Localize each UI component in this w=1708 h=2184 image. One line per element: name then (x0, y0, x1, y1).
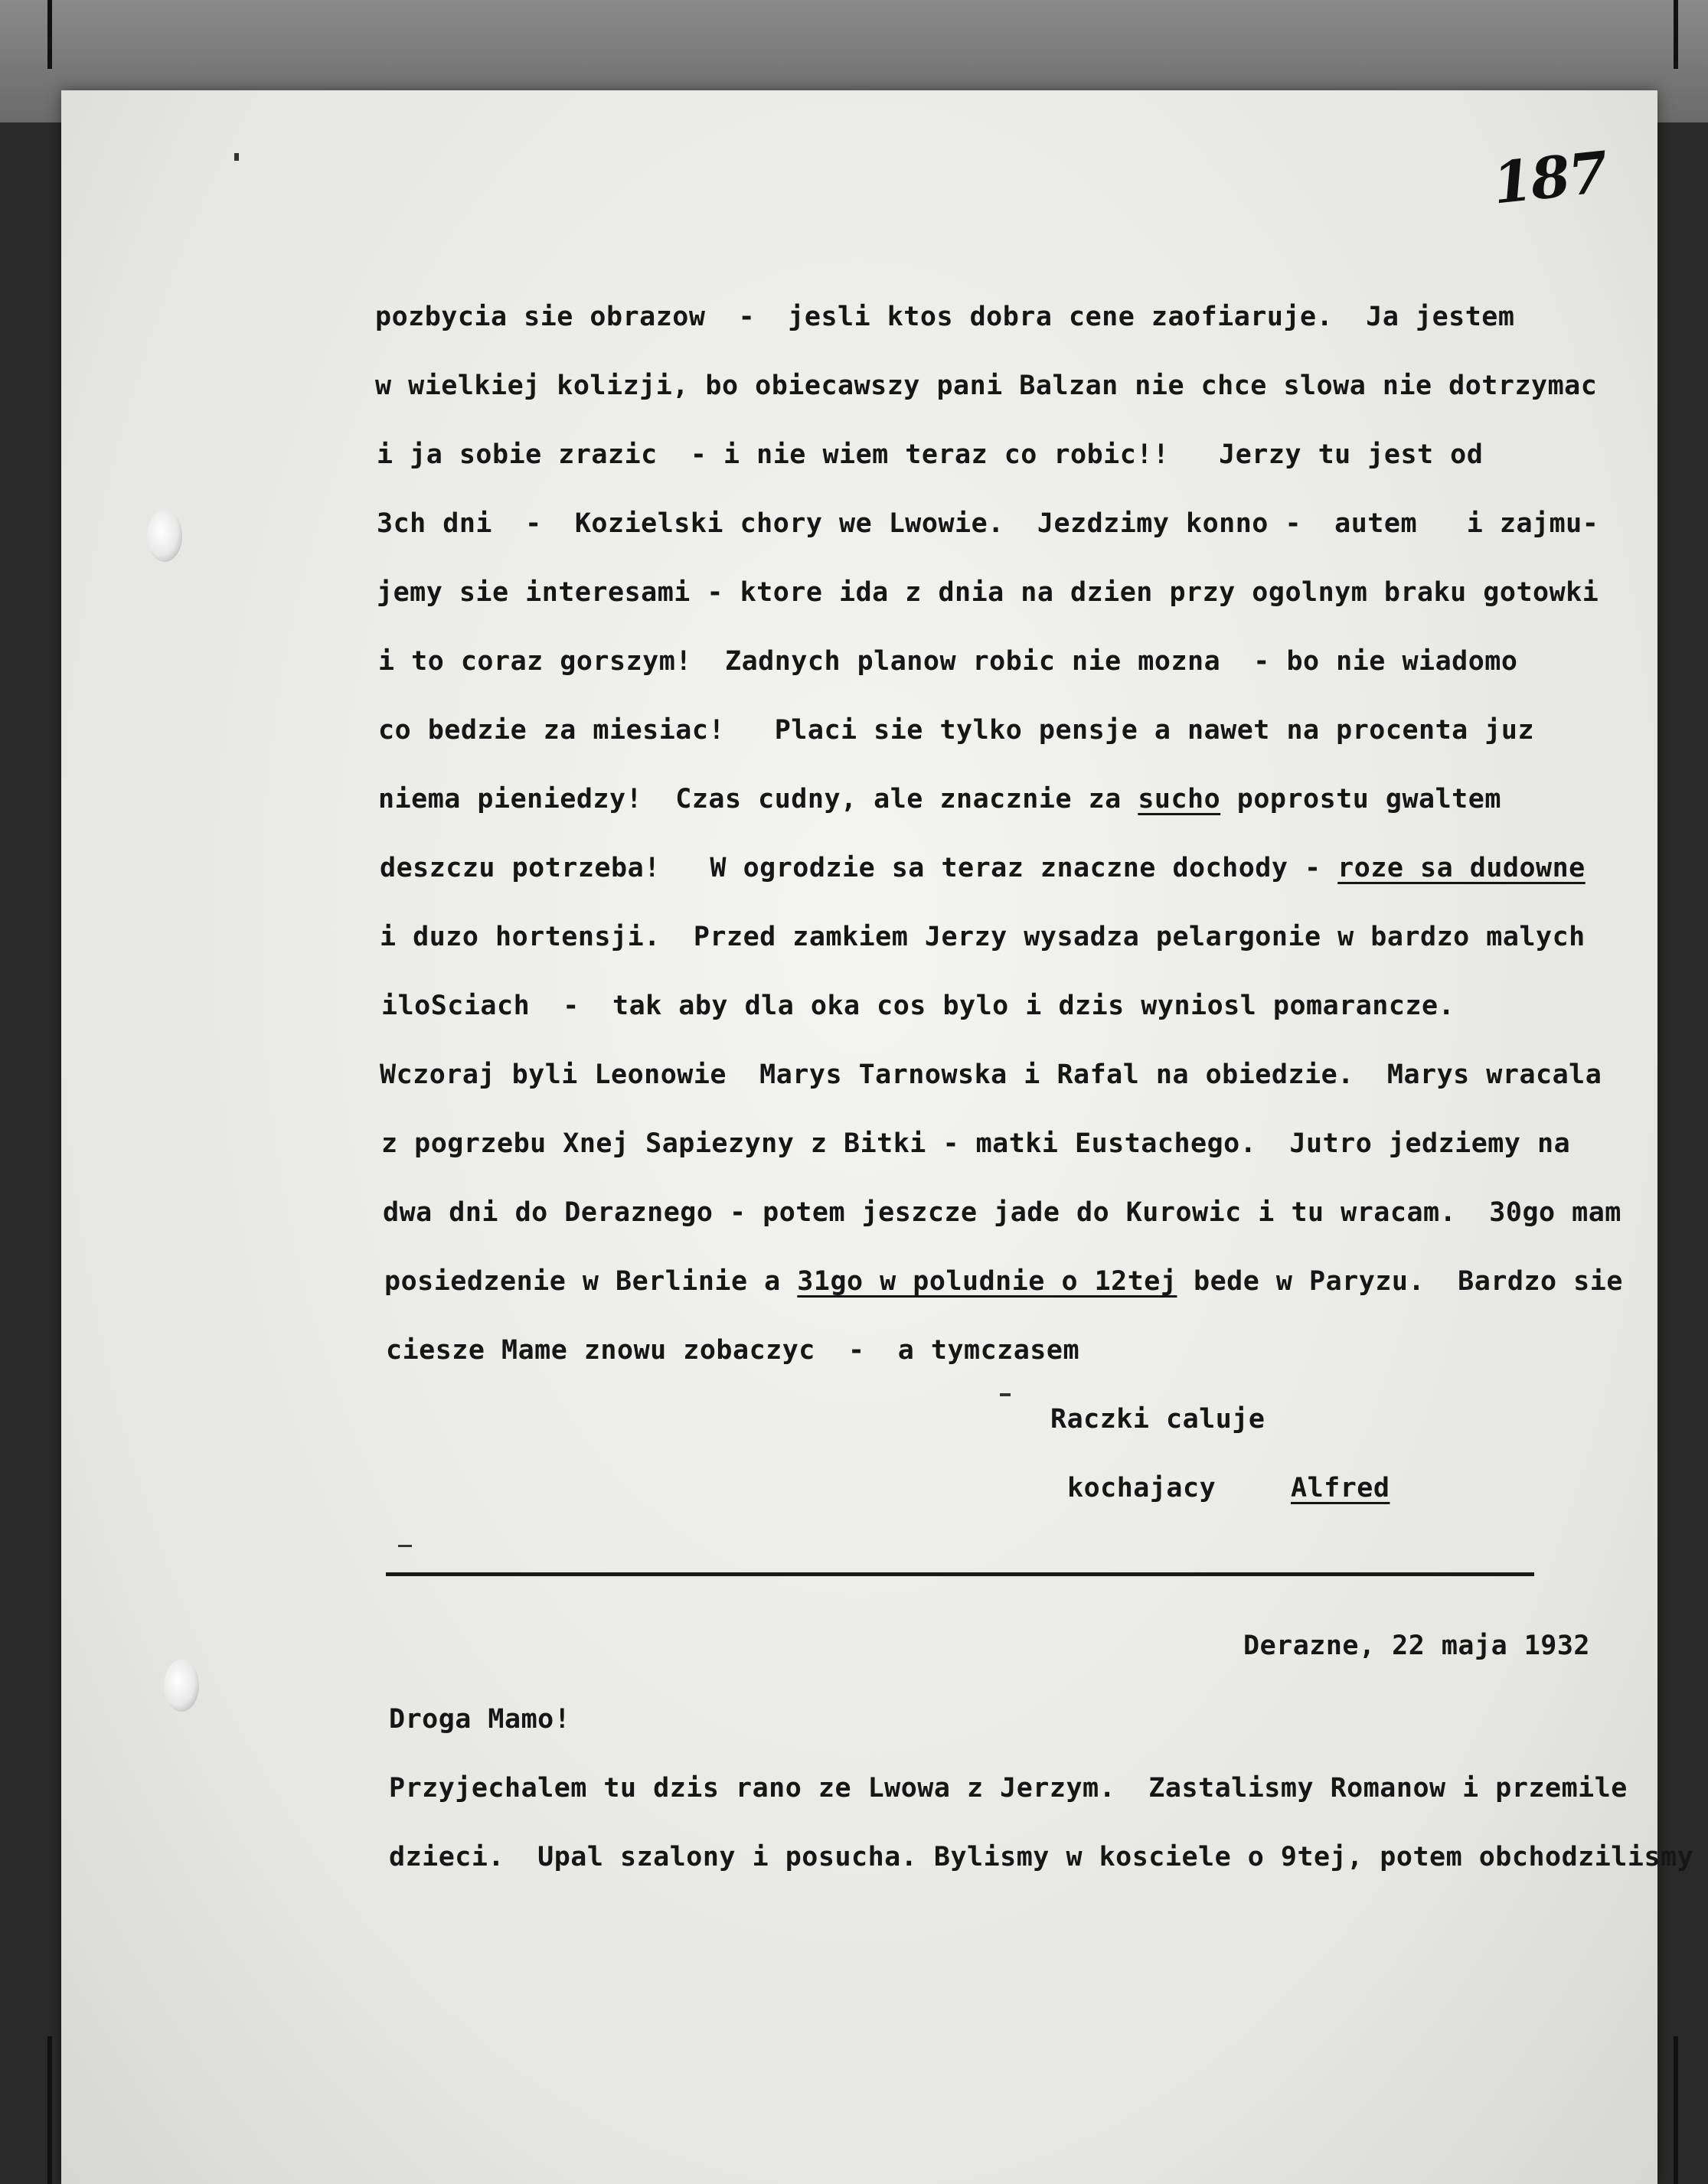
underlined-word: sucho (1138, 784, 1221, 815)
letter-one-line: i to coraz gorszym! Zadnych planow robic nie mozna - bo nie wiadomo (378, 646, 1518, 677)
letter-one-line-text: posiedzenie w Berlinie a (384, 1266, 798, 1297)
punch-hole (147, 510, 182, 562)
letter-one-line: co bedzie za miesiac! Placi sie tylko pensje a nawet na procenta juz (378, 715, 1535, 746)
letter-one-line-text: bede w Paryzu. Bardzo sie (1177, 1266, 1623, 1297)
scan-speck (1000, 1393, 1011, 1396)
letter-one-line-text: deszczu potrzeba! W ogrodzie sa teraz znaczne dochody - (380, 853, 1338, 883)
letter-one-line: pozbycia sie obrazow - jesli ktos dobra cene zaofiaruje. Ja jestem (375, 302, 1515, 332)
letter-one-line (378, 784, 1501, 815)
letter-one-line (380, 853, 1586, 883)
salutation: Droga Mamo! (389, 1704, 571, 1735)
punch-hole (164, 1660, 199, 1712)
signoff-line: kochajacy (1067, 1473, 1217, 1503)
backdrop-edge-mark (47, 0, 52, 69)
signature: Alfred (1291, 1473, 1390, 1503)
letter-one-line: iloSciach - tak aby dla oka cos bylo i dzis wyniosl pomarancze. (381, 991, 1455, 1021)
dateline: Derazne, 22 maja 1932 (1243, 1631, 1591, 1661)
letter-one-line: ciesze Mame znowu zobaczyc - a tymczasem (386, 1335, 1080, 1366)
letter-one-line: dwa dni do Deraznego - potem jeszcze jade do Kurowic i tu wracam. 30go mam (383, 1197, 1621, 1228)
underlined-phrase: roze sa dudowne (1337, 853, 1586, 883)
page-number: 187 (1489, 139, 1610, 217)
letter-one-line: w wielkiej kolizji, bo obiecawszy pani Balzan nie chce slowa nie dotrzymac (375, 371, 1598, 401)
letter-one-line-text: poprostu gwaltem (1220, 784, 1501, 815)
scan-speck (234, 153, 239, 161)
backdrop-edge-mark (1674, 2036, 1678, 2184)
scan-speck (398, 1545, 412, 1547)
letter-two-line: dzieci. Upal szalony i posucha. Bylismy w kosciele o 9tej, potem obchodzilismy (389, 1842, 1694, 1872)
letter-one-line: 3ch dni - Kozielski chory we Lwowie. Jezdzimy konno - autem i zajmu- (377, 508, 1599, 539)
letter-one-line: i ja sobie zrazic - i nie wiem teraz co robic!! Jerzy tu jest od (377, 439, 1484, 470)
letter-one-line: Wczoraj byli Leonowie Marys Tarnowska i Rafal na obiedzie. Marys wracala (380, 1059, 1602, 1090)
section-divider (386, 1572, 1534, 1576)
backdrop-edge-mark (1674, 0, 1678, 69)
letter-one-line: i duzo hortensji. Przed zamkiem Jerzy wysadza pelargonie w bardzo malych (380, 922, 1586, 952)
closing-line: Raczki caluje (1050, 1404, 1265, 1435)
letter-one-line (384, 1266, 1623, 1297)
letter-two-line: Przyjechalem tu dzis rano ze Lwowa z Jerzym. Zastalismy Romanow i przemile (389, 1773, 1628, 1804)
letter-one-line-text: niema pieniedzy! Czas cudny, ale znacznie za (378, 784, 1138, 815)
backdrop-edge-mark (47, 2036, 52, 2184)
underlined-phrase: 31go w poludnie o 12tej (797, 1266, 1177, 1297)
letter-one-line: jemy sie interesami - ktore ida z dnia na dzien przy ogolnym braku gotowki (377, 577, 1599, 608)
letter-one-line: z pogrzebu Xnej Sapiezyny z Bitki - matki Eustachego. Jutro jedziemy na (381, 1128, 1571, 1159)
